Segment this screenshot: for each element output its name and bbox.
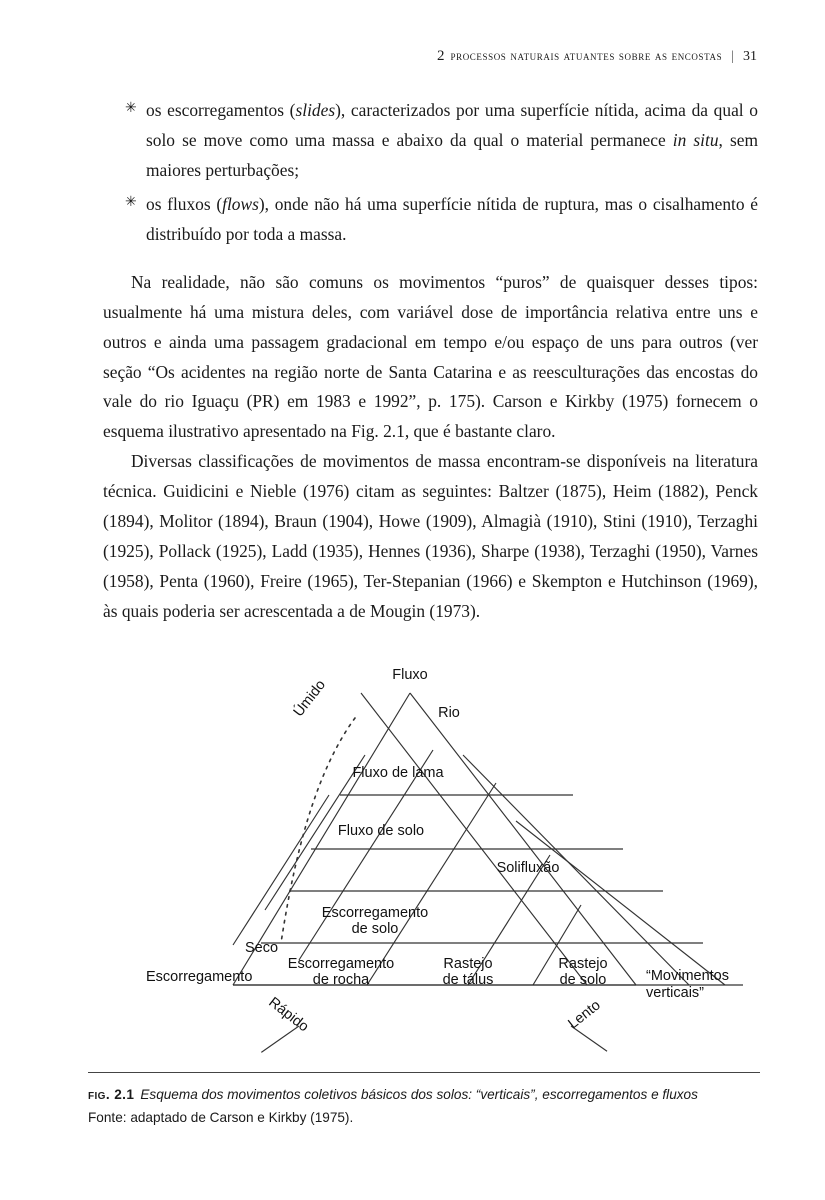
label-rastejo-de-talus-line1: Rastejo — [443, 956, 493, 972]
bullet-text-after: , sem maiores perturbações; — [146, 129, 758, 180]
bullet-text-before: os escorregamentos ( — [146, 100, 296, 120]
label-escorregamento-de-solo-line2: de solo — [351, 921, 399, 937]
label-fluxo-de-solo: Fluxo de solo — [337, 823, 425, 839]
bullet-text-before: os fluxos ( — [146, 193, 223, 214]
figure-2-1 — [103, 655, 758, 1055]
caption-label: fig. 2.1 — [88, 1087, 135, 1102]
label-escorregamento: Escorregamento — [146, 969, 253, 985]
list-item — [103, 190, 758, 250]
label-lento: Lento — [565, 997, 604, 1033]
bullet-italic-term: flows — [222, 193, 259, 214]
label-movimentos-verticais-line2: verticais” — [646, 985, 705, 1001]
header-page-number: 31 — [743, 49, 757, 64]
paragraph-2: Diversas classificações de movimentos de massa encontram-se disponíveis na literatura técnica. Guidicini e Nieble (1976) citam as seguintes: Baltzer (1875), Heim (1882), Penck (1894), Molitor (1894), Braun (1904), Howe (1909), Almagià (1910), Stini (1910), Terzaghi (1925), Pollack (1925), Ladd (1935), Hennes (1936), Sharpe (1938), Terzaghi (1950), Varnes (1958), Penta (1960), Freire (1965), Ter-Stepanian (1966) e Skempton e Hutchinson (1969), às quais poderia ser acrescentada a de Mougin (1973). — [103, 451, 758, 621]
paragraph-1: Na realidade, não são comuns os movimentos “puros” de quaisquer desses tipos: usualmente há uma mistura deles, com variável dose de importância relativa entre uns e outros e ainda uma passagem gradacional em tempo e/ou espaço de uns para outros (ver seção “Os acidentes na região norte de Santa Catarina e as reesculturações das encostas do vale do rio Iguaçu (PR) em 1983 e 1992”, p. 175). Carson e Kirkby (1975) fornecem o esquema ilustrativo apresentado na Fig. 2.1, que é bastante claro. — [103, 271, 758, 442]
caption-text: Esquema dos movimentos coletivos básicos dos solos: “verticais”, escorregamentos e fluxos — [140, 1087, 698, 1102]
figure-diagram — [103, 655, 758, 1055]
label-fluxo-de-lama: Fluxo de lama — [352, 765, 444, 781]
caption-source: Fonte: adaptado de Carson e Kirkby (1975). — [88, 1110, 354, 1126]
label-rio: Rio — [438, 705, 460, 721]
label-umido: Úmido — [290, 677, 330, 720]
label-escorregamento-de-solo-line1: Escorregamento — [321, 905, 429, 921]
header-chapter-number: 2 — [436, 48, 445, 64]
label-escorregamento-de-rocha-line1: Escorregamento — [287, 956, 395, 972]
label-movimentos-verticais-line1: “Movimentos — [646, 968, 729, 984]
asterisk-bullet-icon: ✳ — [125, 194, 137, 210]
bullet-italic-term-2: in situ — [672, 129, 719, 150]
label-rastejo-de-solo-line1: Rastejo — [558, 956, 608, 972]
header-chapter-title: processos naturais atuantes sobre as encostas — [450, 48, 723, 63]
bullet-text-middle: ), caracterizados por uma superfície nítida, acima da qual o solo se move como uma massa e abaixo da qual o material permanece — [146, 100, 758, 150]
label-fluxo: Fluxo — [392, 667, 428, 683]
bullet-italic-term: slides — [295, 100, 336, 120]
list-item — [103, 96, 758, 186]
label-rastejo-de-talus-line2: de tálus — [442, 972, 494, 988]
label-solifluxao: Solifluxão — [496, 860, 560, 876]
body-content — [103, 96, 758, 627]
figure-caption — [88, 1085, 768, 1129]
bullet-text-middle: ), onde não há uma superfície nítida de ruptura, mas o cisalhamento é distribuído por toda a massa. — [146, 193, 758, 244]
label-seco: Seco — [245, 940, 279, 956]
label-rapido: Rápido — [265, 994, 312, 1036]
caption-divider — [88, 1072, 760, 1073]
label-rastejo-de-solo-line2: de solo — [559, 972, 607, 988]
bullet-list — [103, 96, 758, 250]
label-escorregamento-de-rocha-line2: de rocha — [312, 972, 370, 988]
rapido-arrow — [261, 1026, 299, 1052]
running-header — [120, 48, 757, 65]
asterisk-bullet-icon: ✳ — [125, 101, 137, 116]
header-separator: | — [731, 49, 734, 64]
